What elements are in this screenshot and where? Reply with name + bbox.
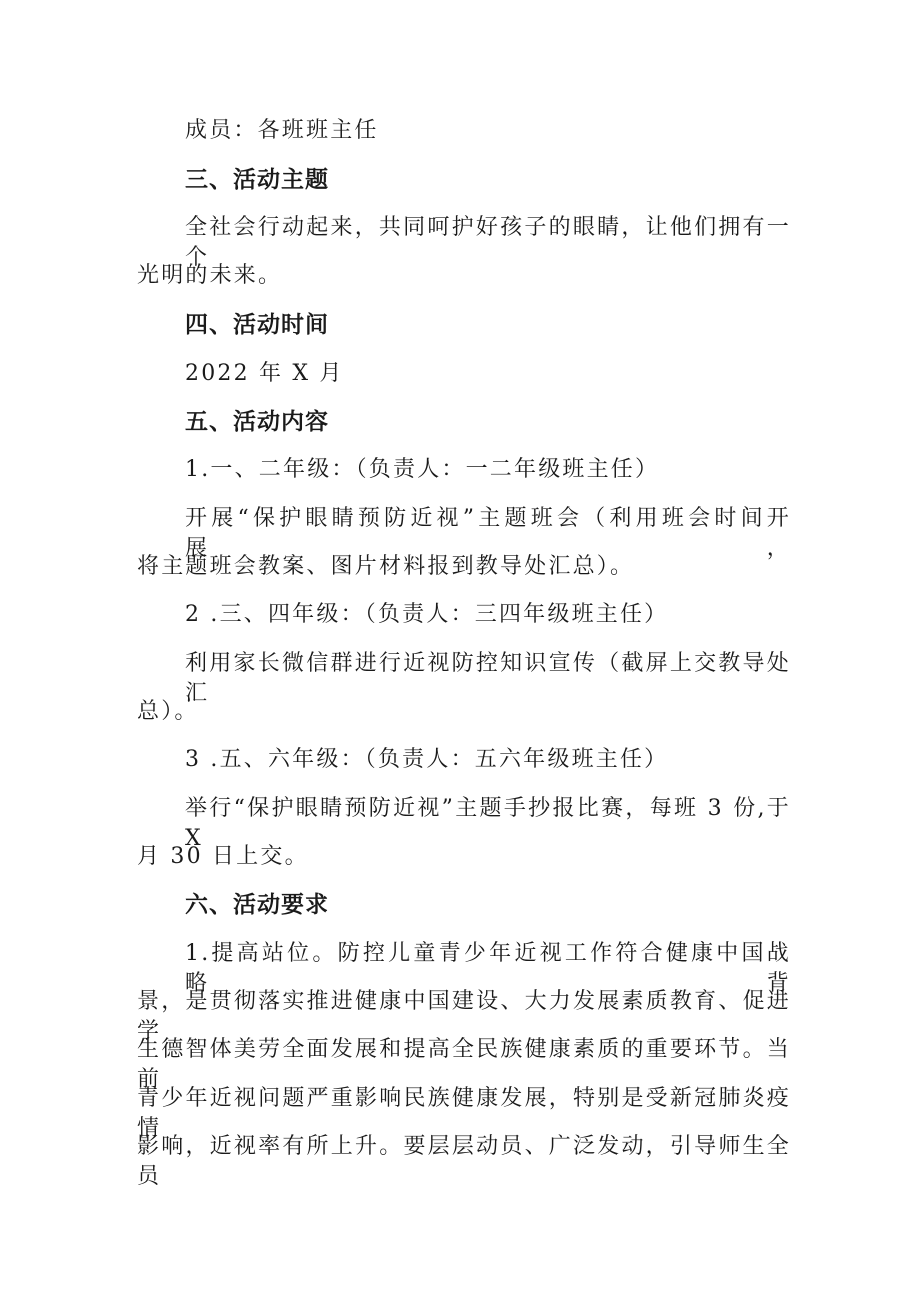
members-line: 成员：各班班主任 bbox=[185, 118, 379, 143]
section6-line4: 青少年近视问题严重影响民族健康发展，特别是受新冠肺炎疫情 bbox=[137, 1086, 791, 1141]
section6-line2: 景，是贯彻落实推进健康中国建设、大力发展素质教育、促进学 bbox=[137, 989, 791, 1044]
section3-heading: 三、活动主题 bbox=[185, 167, 329, 193]
section5-item1-body-line1: 开展“保护眼睛预防近视”主题班会（利用班会时间开展， bbox=[185, 506, 791, 561]
section5-item2-body-line1: 利用家长微信群进行近视防控知识宣传（截屏上交教导处汇 bbox=[185, 651, 791, 706]
section4-heading: 四、活动时间 bbox=[185, 312, 329, 338]
section4-body: 2022 年 X 月 bbox=[185, 361, 344, 386]
section3-body-line2: 光明的未来。 bbox=[137, 263, 283, 288]
section5-item3-body-line1: 举行“保护眼睛预防近视”主题手抄报比赛，每班 3 份,于 X bbox=[185, 796, 791, 851]
section5-item1-title: 1.一、二年级：（负责人：一二年级班主任） bbox=[185, 457, 660, 482]
section5-heading: 五、活动内容 bbox=[185, 409, 329, 435]
section5-item2-body-line2: 总）。 bbox=[137, 699, 199, 724]
section6-line3: 生德智体美劳全面发展和提高全民族健康素质的重要环节。当前 bbox=[137, 1037, 791, 1092]
section6-heading: 六、活动要求 bbox=[185, 892, 329, 918]
section3-body-line1: 全社会行动起来，共同呵护好孩子的眼睛，让他们拥有一个 bbox=[185, 215, 791, 270]
section5-item2-title: 2 .三、四年级：（负责人：三四年级班主任） bbox=[185, 602, 669, 627]
section6-line5: 影响，近视率有所上升。要层层动员、广泛发动，引导师生全员 bbox=[137, 1134, 791, 1189]
section5-item3-title: 3 .五、六年级：（负责人：五六年级班主任） bbox=[185, 747, 669, 772]
section6-line1: 1.提高站位。防控儿童青少年近视工作符合健康中国战略背 bbox=[185, 941, 791, 996]
section5-item3-body-line2: 月 30 日上交。 bbox=[137, 844, 309, 869]
section5-item1-body-line2: 将主题班会教案、图片材料报到教导处汇总）。 bbox=[137, 554, 635, 579]
